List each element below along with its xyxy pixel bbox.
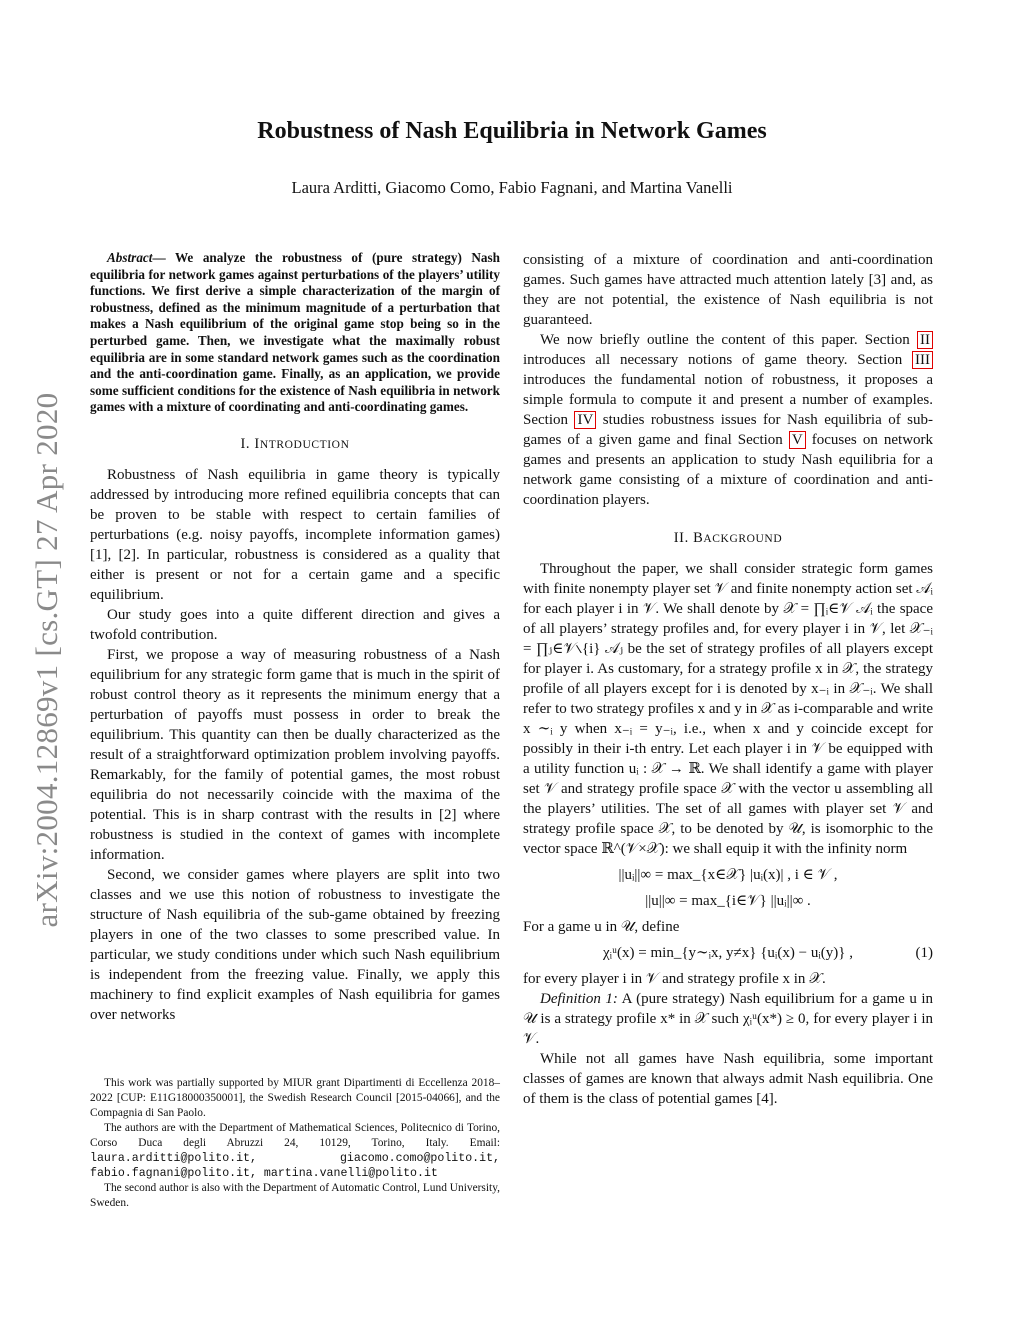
section-heading-introduction: [90, 436, 500, 453]
paragraph: First, we propose a way of measuring robustness of a Nash equilibrium for any strategic form game that is much in the spirit of robust control theory as it represents the minimum energy that a perturbation of payoffs must possess in order to break the equilibrium. This quantity can then be dually characterized as the result of a straightforward optimization problem involving payoffs. Remarkably, for the family of potential games, the most robust equilibria do not necessarily coincide with the maxima of the potential. This is in sharp contrast with the results in [2] where robustness is studied in the context of games with incomplete information.: [90, 646, 500, 863]
affiliation-text: The authors are with the Department of Mathematical Sciences, Politecnico di Torino, Corso Duca degli Abruzzi 24, 10129, Torino, Italy. Email:: [90, 1122, 500, 1149]
section-title-rest: ACKGROUND: [703, 533, 783, 545]
section-ref-link[interactable]: II: [917, 331, 933, 349]
section-title-rest: NTRODUCTION: [259, 438, 350, 451]
footnotes: [90, 1076, 500, 1211]
paragraph: Second, we consider games where players are split into two classes and we use this notion of robustness to investigate the structure of Nash equilibria of the sub-game obtained by freezing players in one of the two classes to some prescribed value. In particular, we study conditions under which such Nash equilibrium is independent from the freezing value. Finally, we apply this machinery to find explicit examples of Nash equilibria for games over networks: [90, 866, 500, 1023]
equation-norm-ui: ||uᵢ||∞ = max_{x∈𝒳} |uᵢ(x)| , i ∈ 𝒱 ,: [618, 867, 838, 883]
text-span: We now briefly outline the content of this paper. Section: [540, 332, 910, 348]
paragraph: for every player i in 𝒱 and strategy profile x in 𝒳.: [523, 971, 826, 987]
paragraph: For a game u in 𝒰, define: [523, 919, 680, 935]
footnote-support: This work was partially supported by MIUR grant Dipartimenti di Eccellenza 2018–2022 [CUP: E11G18000350001], the Swedish Research Council [2015-04066], and the Compagnia di San Paolo.: [90, 1077, 500, 1119]
right-column: [523, 250, 933, 1109]
abstract-label: Abstract: [107, 250, 153, 265]
equation-number: (1): [915, 945, 933, 961]
section-title-initial: I: [254, 435, 260, 452]
section-ref-link[interactable]: IV: [574, 411, 596, 429]
section-ref-link[interactable]: V: [789, 431, 806, 449]
equation-norm-u: ||u||∞ = max_{i∈𝒱} ||uᵢ||∞ .: [645, 893, 811, 909]
text-span: focuses on network games and presents an application to study Nash equilibria for a network game consisting of a mixture of coordination and anti-coordination players.: [523, 432, 934, 508]
abstract: [90, 250, 500, 416]
abstract-text: — We analyze the robustness of (pure strategy) Nash equilibria for network games against perturbations of the players’ utility functions. We first derive a simple characterization of the margin of robustness, defined as the minimum magnitude of a perturbation that makes a Nash equilibrium of the original game stop being so in the perturbed game. Then, we investigate what the maximally robust equilibria are in some standard network games such as the coordination and the anti-coordination game. Finally, as an application, we provide some sufficient conditions for the existence of Nash equilibria in network games with a mixture of coordinating and anti-coordinating games.: [90, 250, 500, 415]
text-span: introduces the fundamental notion of robustness, it proposes a simple formula to compute it and present a number of examples. Section: [523, 372, 933, 428]
section-heading-background: [523, 530, 933, 547]
definition-1: [523, 989, 933, 1049]
section-title-initial: B: [693, 530, 704, 546]
footnote-affiliation: [90, 1121, 500, 1181]
equation-1: [523, 943, 933, 963]
paragraph: Robustness of Nash equilibria in game theory is typically addressed by introducing more refined equilibria concepts that can be proven to be stable with respect to certain families of perturbations (e.g. noisy payoffs, incomplete information games) [1], [2]. In particular, robustness is considered as a quality that either is present or not for a certain game and a specific equilibrium.: [90, 466, 500, 603]
outline-paragraph: [523, 330, 933, 510]
paragraph: Our study goes into a quite different direction and gives a twofold contribution.: [90, 606, 500, 643]
paper-title: Robustness of Nash Equilibria in Network Games: [257, 118, 767, 144]
definition-label: Definition 1:: [540, 991, 618, 1007]
paragraph: Throughout the paper, we shall consider strategic form games with finite nonempty player set 𝒱 and finite nonempty action set 𝒜ᵢ for each player i in 𝒱. We shall denote by 𝒳 = ∏ᵢ∈𝒱 𝒜ᵢ the space of all players’ strategy profiles and, for every player i in 𝒱, let 𝒳₋ᵢ = ∏ⱼ∈𝒱∖{i} 𝒜ⱼ be the set of strategy profiles of all players except for player i. As customary, for a strategy profile x in 𝒳, the strategy profile of all players except for i is denoted by x₋ᵢ in 𝒳₋ᵢ. We shall refer to two strategy profiles x and y in 𝒳 as i-comparable and write x ∼ᵢ y when x₋ᵢ = y₋ᵢ, i.e., when x and y coincide except for possibly in their i-th entry. Let each player i in 𝒱 be equipped with a utility function uᵢ : 𝒳 → ℝ. We shall identify a game with player set 𝒱 and strategy profile space 𝒳 with the vector u assembling all the players’ utilities. The set of all games with player set 𝒱 and strategy profile space 𝒳, to be denoted by 𝒰, is isomorphic to the vector space ℝ^(𝒱×𝒳): we shall equip it with the infinity norm: [523, 561, 933, 857]
arxiv-stamp: [28, 350, 66, 970]
paragraph: While not all games have Nash equilibria, some important classes of games are known that always admit Nash equilibria. One of them is the class of potential games [4].: [523, 1051, 933, 1107]
definition-text: A (pure strategy) Nash equilibrium for a game u in 𝒰 is a strategy profile x* in 𝒳 such χᵢᵘ(x*) ≥ 0, for every player i in 𝒱.: [523, 991, 934, 1047]
equation-1-body: χᵢᵘ(x) = min_{y∼ᵢx, y≠x} {uᵢ(x) − uᵢ(y)} ,: [603, 945, 853, 961]
footnote-second-author: The second author is also with the Department of Automatic Control, Lund University, Sweden.: [90, 1182, 500, 1209]
section-numeral: II.: [673, 530, 689, 546]
text-span: introduces all necessary notions of game theory. Section: [523, 352, 903, 368]
section-numeral: I.: [240, 435, 251, 452]
paragraph: consisting of a mixture of coordination and anti-coordination games. Such games have attracted much attention lately [3] and, as they are not potential, the existence of Nash equilibria is not guaranteed.: [523, 252, 933, 328]
left-column: [90, 250, 500, 1025]
paper-authors: Laura Arditti, Giacomo Como, Fabio Fagnani, and Martina Vanelli: [291, 178, 733, 197]
text-span: studies robustness issues for Nash equilibria of sub-games of a given game and final Section: [523, 412, 933, 448]
section-ref-link[interactable]: III: [912, 351, 933, 369]
arxiv-stamp-text: arXiv:2004.12869v1 [cs.GT] 27 Apr 2020: [29, 392, 64, 928]
author-emails[interactable]: laura.arditti@polito.it, giacomo.como@polito.it, fabio.fagnani@polito.it, martina.vanelli@polito.it: [90, 1152, 500, 1180]
